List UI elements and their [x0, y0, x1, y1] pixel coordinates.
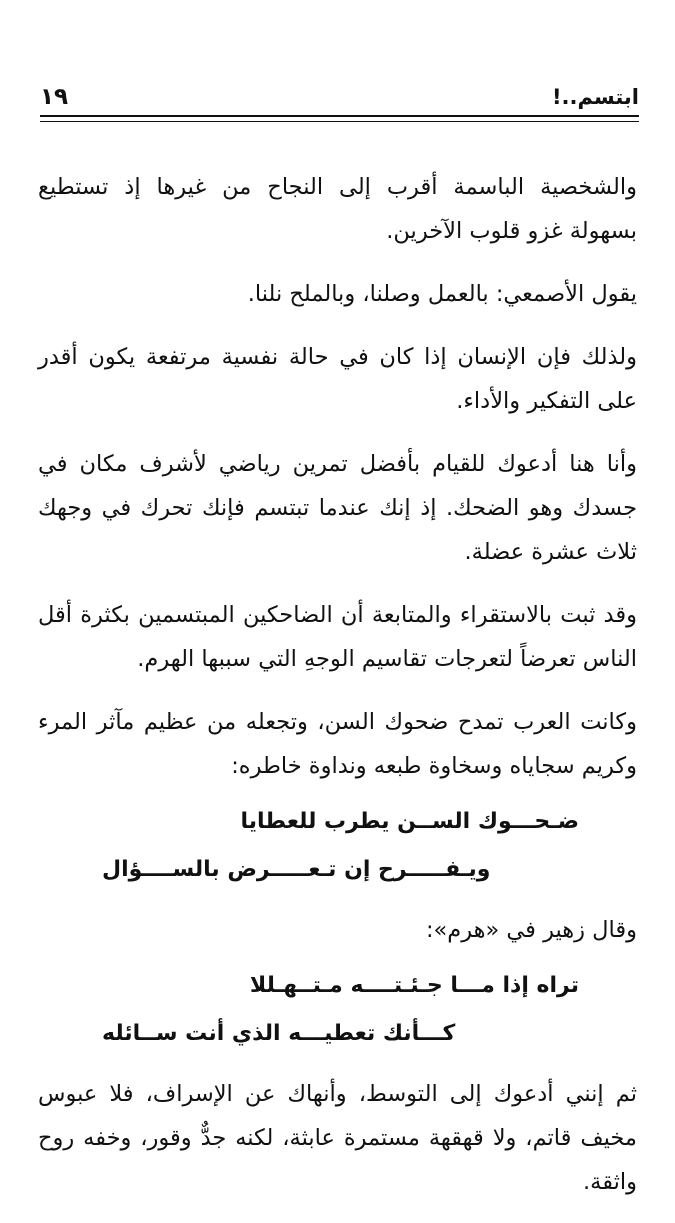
paragraph-5: وقد ثبت بالاستقراء والمتابعة أن الضاحكين المبتسمين بكثرة أقل الناس تعرضاً لتعرجات تقاسيم الوجهِ التي سببها الهرم. — [38, 602, 637, 672]
paragraph-1: والشخصية الباسمة أقرب إلى النجاح من غيرها إذ تستطيع بسهولة غزو قلوب الآخرين. — [38, 174, 637, 244]
page-body — [38, 165, 637, 1223]
paragraph-4: وأنا هنا أدعوك للقيام بأفضل تمرين رياضي لأشرف مكان في جسدك وهو الضحك. إذ إنك عندما تبتسم فإنك تحرك في وجهك ثلاث عشرة عضلة. — [38, 451, 637, 565]
paragraph-3: ولذلك فإن الإنسان إذا كان في حالة نفسية مرتفعة يكون أقدر على التفكير والأداء. — [38, 344, 637, 414]
paragraph-6: وكانت العرب تمدح ضحوك السن، وتجعله من عظيم مآثر المرء وكريم سجاياه وسخاوة طبعه ونداوة خاطره: — [38, 709, 637, 779]
paragraph-7: وقال زهير في «هرم»: — [425, 917, 637, 943]
verse-block-1 — [38, 802, 637, 890]
verse-2-hemistich-2: كـــأنك تعطيـــه الذي أنت ســائله — [102, 1021, 456, 1046]
paragraph-2: يقول الأصمعي: بالعمل وصلنا، وبالملح نلنا. — [247, 281, 637, 307]
verse-1-hemistich-1: ضـحـــوك الســن يطرب للعطايا — [240, 809, 579, 834]
paragraph-8: ثم إنني أدعوك إلى التوسط، وأنهاك عن الإسراف، فلا عبوس مخيف قاتم، ولا قهقهة مستمرة عابثة، لكنه جدٌّ وقور، وخفه روح واثقة. — [38, 1081, 637, 1195]
verse-block-2 — [38, 966, 637, 1054]
header-rule-thick — [40, 115, 639, 117]
running-title: ابتسم..! — [551, 85, 639, 109]
verse-2-hemistich-1: تراه إذا مـــا جـئـتــــه مـتــهـللا — [249, 973, 579, 998]
page-number: ١٩ — [40, 84, 69, 110]
verse-1-hemistich-2: ويـفـــــرح إن تـعـــــرض بالســــؤال — [102, 857, 491, 882]
page-header — [40, 84, 639, 118]
header-rule-thin — [40, 121, 639, 122]
